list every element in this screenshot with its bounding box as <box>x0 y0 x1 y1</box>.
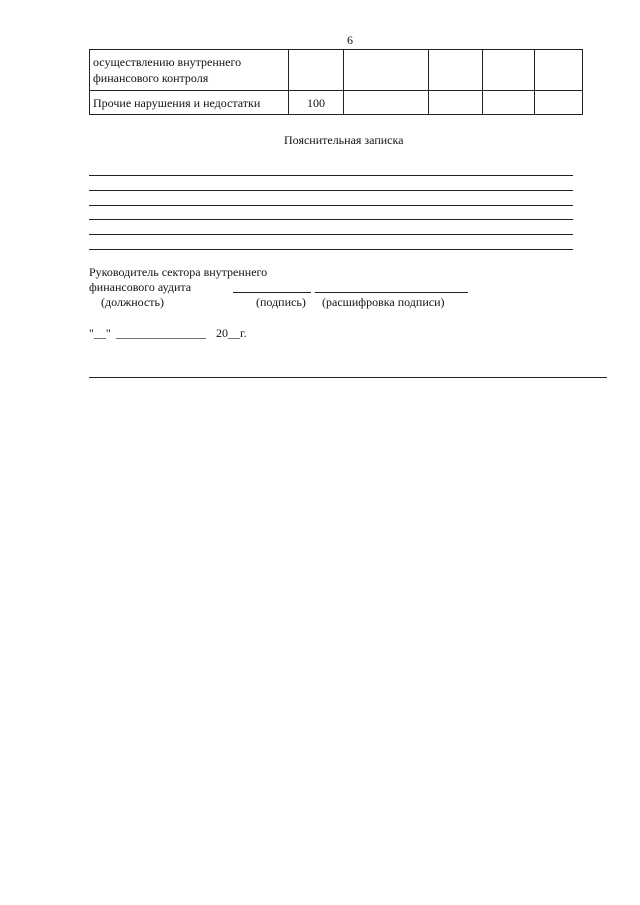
empty-cell <box>483 91 535 115</box>
report-table <box>89 49 583 115</box>
row-label: осуществлению внутреннего финансового контроля <box>90 50 289 91</box>
date-year: 20__г. <box>216 326 247 340</box>
table-row <box>90 91 583 115</box>
empty-cell <box>344 50 429 91</box>
sign-caption: (подпись) <box>256 295 306 309</box>
empty-cell <box>483 50 535 91</box>
empty-cell <box>429 50 483 91</box>
date-month-line: _______________ <box>116 326 206 340</box>
bottom-rule <box>89 377 607 378</box>
empty-cell <box>535 91 583 115</box>
empty-cell <box>344 91 429 115</box>
note-line <box>89 175 573 176</box>
signature-line <box>233 292 311 293</box>
empty-cell <box>535 50 583 91</box>
row-label: Прочие нарушения и недостатки <box>90 91 289 115</box>
value-cell: 100 <box>289 91 344 115</box>
empty-cell <box>429 91 483 115</box>
position-caption: (должность) <box>101 295 164 309</box>
note-line <box>89 205 573 206</box>
page-number: 6 <box>347 33 353 47</box>
decode-line <box>315 292 468 293</box>
note-line <box>89 190 573 191</box>
position-line-2: финансового аудита <box>89 280 192 294</box>
position-line-1: Руководитель сектора внутреннего <box>89 265 268 279</box>
decode-caption: (расшифровка подписи) <box>322 295 445 309</box>
note-line <box>89 234 573 235</box>
table-row <box>90 50 583 91</box>
note-line <box>89 219 573 220</box>
note-line <box>89 249 573 250</box>
value-cell <box>289 50 344 91</box>
date-day: "__" <box>89 326 111 340</box>
note-title: Пояснительная записка <box>284 133 404 147</box>
